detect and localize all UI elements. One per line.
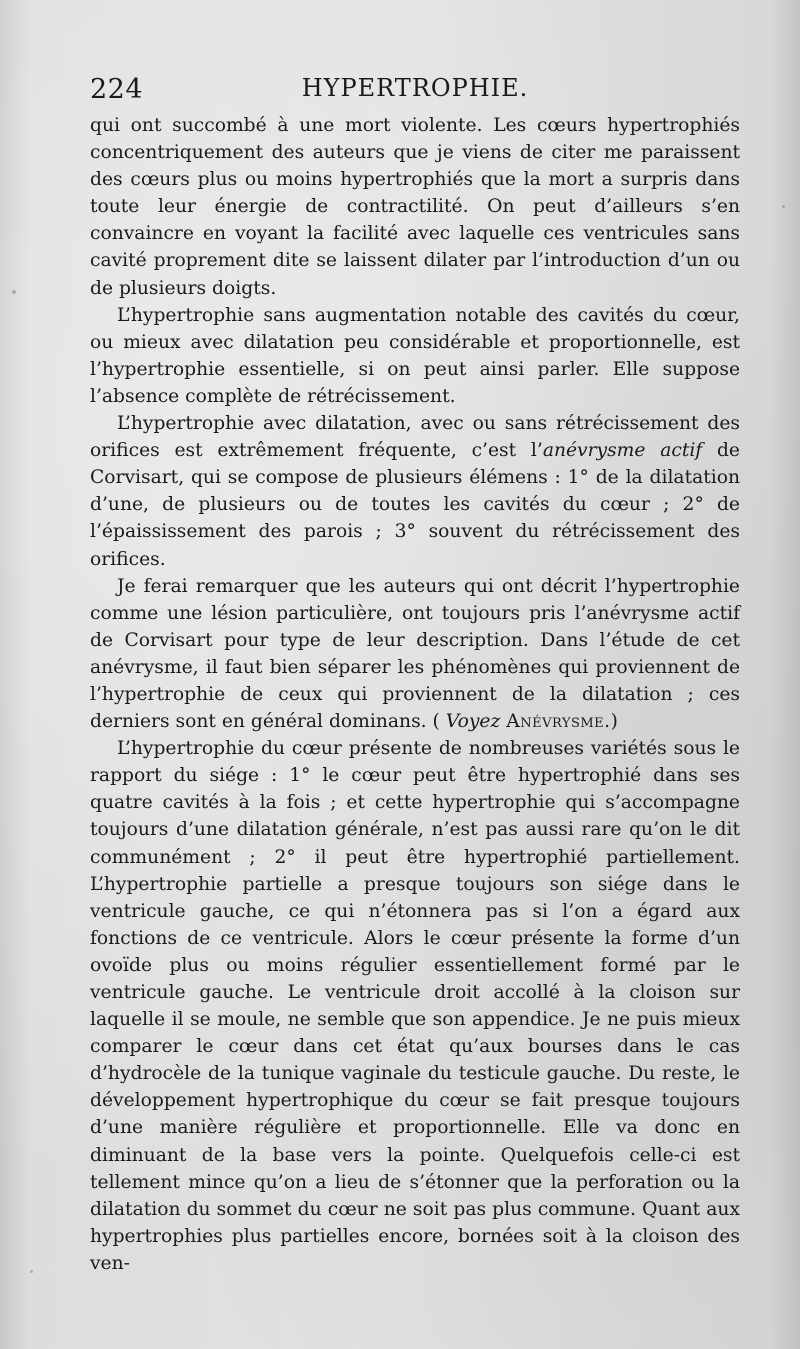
paper-spot [12, 290, 16, 294]
paper-spot [782, 205, 785, 208]
paragraph-1: qui ont succombé à une mort violente. Les cœurs hypertrophiés concentriquement des auteurs que je viens de citer me paraissent des cœurs plus ou moins hypertrophiés que la mort a surpris dans toute leur énergie de contractilité. On peut d’ailleurs s’en convaincre en voyant la facilité avec laquelle ces ventricules sans cavité proprement dite se laissent dilater par l’introduction d’un ou de plusieurs doigts. [90, 115, 740, 299]
running-title: HYPERTROPHIE. [301, 74, 529, 102]
running-head [90, 70, 740, 112]
paragraph-4-text-after: ) [610, 711, 618, 733]
page-number: 224 [90, 74, 144, 105]
paragraph-2: L’hypertrophie sans augmentation notable des cavités du cœur, ou mieux avec dilatation peu considérable et proportionnelle, est l’hypertrophie essentielle, si on peut ainsi parler. Elle suppose l’absence complète de rétrécissement. [90, 304, 740, 407]
paragraph-4-italic-ref: Voyez [445, 711, 501, 733]
body-text [90, 112, 740, 1277]
paper-spot [30, 1270, 33, 1273]
paragraph-4-text-before: Je ferai remarquer que les auteurs qui ont décrit l’hypertrophie comme une lésion particulière, ont toujours pris l’anévrysme actif de Corvisart pour type de leur description. Dans l’étude de cet anévrysme, il faut bien séparer les phénomènes qui proviennent de l’hypertrophie de ceux qui proviennent de la dilatation ; ces derniers sont en général dominans. ( [90, 575, 740, 733]
paragraph-3-text-after: de Corvisart, qui se compose de plusieurs élémens : 1° de la dilatation d’une, de plusieurs ou de toutes les cavités du cœur ; 2° de l’épaississement des parois ; 3° souvent du rétrécissement des orifices. [90, 440, 740, 570]
paragraph-3-text-before: L’hypertrophie avec dilatation, avec ou sans rétrécissement des orifices est extrêmement fréquente, c’est l’ [90, 413, 740, 462]
paragraph-3-italic-term: anévrysme actif [542, 440, 703, 462]
paragraph-4 [90, 573, 740, 736]
paragraph-3 [90, 410, 740, 573]
paragraph-5: L’hypertrophie du cœur présente de nombreuses variétés sous le rapport du siége : 1° le cœur peut être hypertrophié dans ses quatre cavités à la fois ; et cette hypertrophie qui s’accompagne toujours d’une dilatation générale, n’est pas aussi rare qu’on le dit communément ; 2° il peut être hypertrophié partiellement. L’hypertrophie partielle a presque toujours son siége dans le ventricule gauche, ce qui n’étonnera pas si l’on a égard aux fonctions de ce ventricule. Alors le cœur présente la forme d’un ovoïde plus ou moins régulier essentiellement formé par le ventricule gauche. Le ventricule droit accollé à la cloison sur laquelle il se moule, ne semble que son appendice. Je ne puis mieux comparer le cœur dans cet état qu’aux bourses dans le cas d’hydrocèle de la tunique vaginale du testicule gauche. Du reste, le développement hypertrophique du cœur se fait presque toujours d’une manière régulière et proportionnelle. Elle va donc en diminuant de la base vers la pointe. Quelquefois celle-ci est tellement mince qu’on a lieu de s’étonner que la perforation ou la dilatation du sommet du cœur ne soit pas plus commune. Quant aux hypertrophies plus partielles encore, bornées soit à la cloison des ven- [90, 738, 740, 1274]
book-page [90, 70, 740, 1277]
paragraph-4-cross-reference: Anévrysme. [506, 711, 611, 733]
